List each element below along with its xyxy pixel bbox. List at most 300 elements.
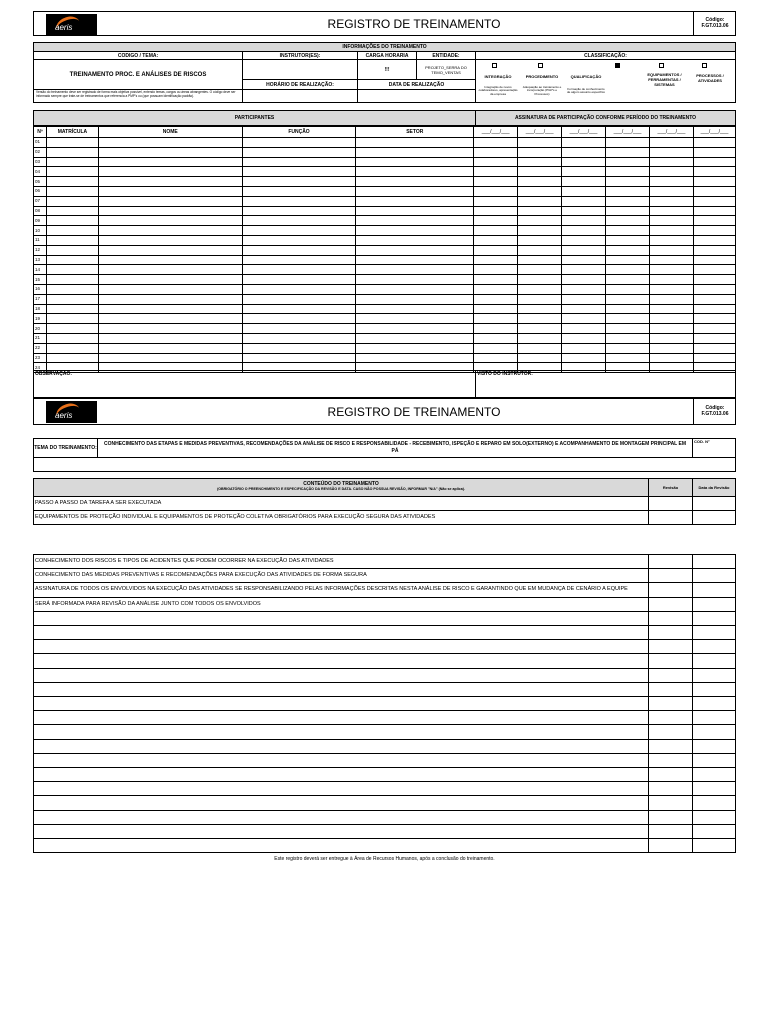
- table-cell[interactable]: [474, 294, 518, 304]
- table-cell[interactable]: [693, 216, 735, 226]
- table-cell[interactable]: [242, 265, 356, 275]
- table-cell[interactable]: [649, 304, 693, 314]
- table-cell[interactable]: [518, 196, 562, 206]
- table-cell[interactable]: [46, 147, 98, 157]
- table-cell[interactable]: [518, 206, 562, 216]
- table-cell[interactable]: [98, 304, 242, 314]
- table-cell[interactable]: [606, 324, 650, 334]
- table-cell[interactable]: [562, 294, 606, 304]
- class-checkbox-3[interactable]: [659, 63, 664, 68]
- table-cell[interactable]: [562, 324, 606, 334]
- table-cell[interactable]: [474, 304, 518, 314]
- revision-date-cell[interactable]: [692, 569, 693, 582]
- class-checkbox-4[interactable]: [702, 63, 707, 68]
- table-cell[interactable]: [98, 333, 242, 343]
- revision-cell[interactable]: [648, 683, 649, 696]
- table-cell[interactable]: [98, 324, 242, 334]
- table-cell[interactable]: [606, 235, 650, 245]
- table-cell[interactable]: [518, 294, 562, 304]
- table-cell[interactable]: [474, 333, 518, 343]
- table-cell[interactable]: [474, 157, 518, 167]
- table-cell[interactable]: [98, 343, 242, 353]
- table-cell[interactable]: [474, 167, 518, 177]
- table-cell[interactable]: [242, 304, 356, 314]
- table-cell[interactable]: [242, 147, 356, 157]
- table-cell[interactable]: [518, 186, 562, 196]
- revision-cell[interactable]: [648, 598, 649, 611]
- table-cell[interactable]: [518, 314, 562, 324]
- table-cell[interactable]: [46, 265, 98, 275]
- table-cell[interactable]: [46, 186, 98, 196]
- table-cell[interactable]: [518, 235, 562, 245]
- table-cell[interactable]: [693, 138, 735, 148]
- table-cell[interactable]: [46, 275, 98, 285]
- table-cell[interactable]: [518, 226, 562, 236]
- revision-date-cell[interactable]: [692, 511, 693, 524]
- table-cell[interactable]: [606, 353, 650, 363]
- table-cell[interactable]: [693, 265, 735, 275]
- table-cell[interactable]: [518, 255, 562, 265]
- table-cell[interactable]: [46, 138, 98, 148]
- table-cell[interactable]: [693, 206, 735, 216]
- table-cell[interactable]: [242, 294, 356, 304]
- revision-cell[interactable]: [648, 626, 649, 639]
- table-cell[interactable]: [562, 284, 606, 294]
- sign-date-3[interactable]: ___/___/___: [562, 127, 606, 138]
- list-item[interactable]: [33, 626, 736, 640]
- table-cell[interactable]: [242, 138, 356, 148]
- table-cell[interactable]: [474, 314, 518, 324]
- list-item[interactable]: [33, 669, 736, 683]
- revision-date-cell[interactable]: [692, 697, 693, 710]
- revision-cell[interactable]: [648, 711, 649, 724]
- table-cell[interactable]: [562, 255, 606, 265]
- table-cell[interactable]: [606, 177, 650, 187]
- table-cell[interactable]: [356, 157, 474, 167]
- table-cell[interactable]: [649, 157, 693, 167]
- table-cell[interactable]: [98, 196, 242, 206]
- table-cell[interactable]: [649, 343, 693, 353]
- list-item[interactable]: [33, 839, 736, 853]
- sign-date-6[interactable]: ___/___/___: [693, 127, 735, 138]
- table-cell[interactable]: [649, 353, 693, 363]
- revision-cell[interactable]: [648, 754, 649, 767]
- table-cell[interactable]: [562, 157, 606, 167]
- table-cell[interactable]: [356, 324, 474, 334]
- list-item[interactable]: [33, 598, 736, 612]
- table-cell[interactable]: [46, 324, 98, 334]
- sign-date-1[interactable]: ___/___/___: [474, 127, 518, 138]
- table-cell[interactable]: [242, 177, 356, 187]
- revision-cell[interactable]: [648, 569, 649, 582]
- table-cell[interactable]: [649, 186, 693, 196]
- table-cell[interactable]: [649, 235, 693, 245]
- table-cell[interactable]: [474, 186, 518, 196]
- table-cell[interactable]: [46, 333, 98, 343]
- table-cell[interactable]: [242, 167, 356, 177]
- revision-date-cell[interactable]: [692, 725, 693, 738]
- theme-text[interactable]: CONHECIMENTO DAS ETAPAS E MEDIDAS PREVENTIVAS, RECOMENDAÇÕES DA ANÁLISE DE RISCO E RESPONSABILIDADE - RECEBIMENTO, ISPEÇÃO E REPARO EM SOLO(EXTERNO) E ACOMPANHAMENTO DE MONTAGEM PRINCIPAL EM PÁ: [98, 439, 692, 458]
- revision-cell[interactable]: [648, 497, 649, 510]
- table-cell[interactable]: [356, 216, 474, 226]
- table-cell[interactable]: [474, 138, 518, 148]
- table-cell[interactable]: [606, 206, 650, 216]
- table-cell[interactable]: [242, 206, 356, 216]
- table-cell[interactable]: [356, 275, 474, 285]
- table-cell[interactable]: [562, 167, 606, 177]
- table-cell[interactable]: [474, 147, 518, 157]
- table-cell[interactable]: [98, 226, 242, 236]
- table-cell[interactable]: [356, 255, 474, 265]
- table-cell[interactable]: [649, 255, 693, 265]
- table-cell[interactable]: [242, 186, 356, 196]
- table-cell[interactable]: [649, 275, 693, 285]
- table-cell[interactable]: [649, 294, 693, 304]
- table-cell[interactable]: [98, 284, 242, 294]
- table-cell[interactable]: [46, 177, 98, 187]
- table-cell[interactable]: [242, 245, 356, 255]
- table-cell[interactable]: [518, 265, 562, 275]
- revision-date-cell[interactable]: [692, 768, 693, 781]
- revision-date-cell[interactable]: [692, 583, 693, 596]
- table-cell[interactable]: [562, 343, 606, 353]
- revision-date-cell[interactable]: [692, 825, 693, 838]
- table-cell[interactable]: [693, 314, 735, 324]
- table-cell[interactable]: [606, 284, 650, 294]
- table-cell[interactable]: [693, 275, 735, 285]
- table-cell[interactable]: [606, 196, 650, 206]
- list-item[interactable]: [33, 612, 736, 626]
- table-cell[interactable]: [649, 177, 693, 187]
- table-cell[interactable]: [518, 167, 562, 177]
- table-cell[interactable]: [693, 245, 735, 255]
- table-cell[interactable]: [606, 186, 650, 196]
- table-cell[interactable]: [474, 353, 518, 363]
- table-cell[interactable]: [693, 226, 735, 236]
- table-cell[interactable]: [562, 226, 606, 236]
- class-option-3[interactable]: [641, 60, 688, 102]
- table-cell[interactable]: [606, 226, 650, 236]
- revision-date-cell[interactable]: [692, 626, 693, 639]
- table-cell[interactable]: [562, 333, 606, 343]
- revision-cell[interactable]: [648, 725, 649, 738]
- class-option-2[interactable]: [564, 60, 608, 102]
- table-cell[interactable]: [356, 138, 474, 148]
- table-cell[interactable]: [46, 226, 98, 236]
- table-cell[interactable]: [518, 343, 562, 353]
- table-cell[interactable]: [98, 255, 242, 265]
- table-cell[interactable]: [649, 206, 693, 216]
- table-cell[interactable]: [356, 177, 474, 187]
- table-cell[interactable]: [518, 245, 562, 255]
- table-cell[interactable]: [693, 294, 735, 304]
- list-item[interactable]: [33, 825, 736, 839]
- table-cell[interactable]: [606, 147, 650, 157]
- revision-date-cell[interactable]: [692, 654, 693, 667]
- table-cell[interactable]: [693, 147, 735, 157]
- table-cell[interactable]: [98, 206, 242, 216]
- table-cell[interactable]: [242, 216, 356, 226]
- table-cell[interactable]: [693, 177, 735, 187]
- table-cell[interactable]: [98, 138, 242, 148]
- table-cell[interactable]: [474, 275, 518, 285]
- revision-date-cell[interactable]: [692, 683, 693, 696]
- table-cell[interactable]: [562, 177, 606, 187]
- list-item[interactable]: [33, 511, 736, 525]
- table-cell[interactable]: [693, 157, 735, 167]
- table-cell[interactable]: [242, 333, 356, 343]
- table-cell[interactable]: [518, 333, 562, 343]
- table-cell[interactable]: [474, 206, 518, 216]
- list-item[interactable]: [33, 740, 736, 754]
- table-cell[interactable]: [562, 216, 606, 226]
- table-cell[interactable]: [649, 147, 693, 157]
- table-cell[interactable]: [693, 196, 735, 206]
- list-item[interactable]: [33, 555, 736, 569]
- table-cell[interactable]: [98, 167, 242, 177]
- class-option-0[interactable]: [476, 60, 520, 102]
- table-cell[interactable]: [518, 216, 562, 226]
- table-cell[interactable]: [242, 353, 356, 363]
- revision-date-cell[interactable]: [692, 598, 693, 611]
- table-cell[interactable]: [356, 226, 474, 236]
- table-cell[interactable]: [606, 275, 650, 285]
- table-cell[interactable]: [356, 353, 474, 363]
- table-cell[interactable]: [649, 167, 693, 177]
- table-cell[interactable]: [356, 196, 474, 206]
- table-cell[interactable]: [562, 138, 606, 148]
- list-item[interactable]: [33, 697, 736, 711]
- table-cell[interactable]: [606, 304, 650, 314]
- table-cell[interactable]: [98, 353, 242, 363]
- table-cell[interactable]: [693, 255, 735, 265]
- revision-date-cell[interactable]: [692, 839, 693, 852]
- hours-value[interactable]: !!!: [357, 60, 416, 80]
- revision-date-cell[interactable]: [692, 782, 693, 795]
- revision-cell[interactable]: [648, 811, 649, 824]
- table-cell[interactable]: [562, 275, 606, 285]
- table-cell[interactable]: [46, 255, 98, 265]
- table-cell[interactable]: [474, 255, 518, 265]
- table-cell[interactable]: [356, 304, 474, 314]
- table-cell[interactable]: [242, 343, 356, 353]
- table-cell[interactable]: [46, 167, 98, 177]
- revision-cell[interactable]: [648, 768, 649, 781]
- table-cell[interactable]: [46, 314, 98, 324]
- revision-cell[interactable]: [648, 511, 649, 524]
- table-cell[interactable]: [649, 333, 693, 343]
- table-cell[interactable]: [649, 226, 693, 236]
- table-cell[interactable]: [606, 167, 650, 177]
- table-cell[interactable]: [649, 265, 693, 275]
- table-cell[interactable]: [562, 353, 606, 363]
- table-cell[interactable]: [562, 186, 606, 196]
- table-cell[interactable]: [606, 216, 650, 226]
- table-cell[interactable]: [98, 275, 242, 285]
- table-cell[interactable]: [356, 314, 474, 324]
- table-cell[interactable]: [242, 255, 356, 265]
- table-cell[interactable]: [356, 284, 474, 294]
- class-option-1[interactable]: [520, 60, 564, 102]
- table-cell[interactable]: [562, 196, 606, 206]
- table-cell[interactable]: [693, 324, 735, 334]
- revision-date-cell[interactable]: [692, 796, 693, 809]
- table-cell[interactable]: [356, 343, 474, 353]
- table-cell[interactable]: [356, 186, 474, 196]
- revision-cell[interactable]: [648, 825, 649, 838]
- table-cell[interactable]: [474, 216, 518, 226]
- table-cell[interactable]: [98, 235, 242, 245]
- schedule-value[interactable]: [242, 90, 357, 102]
- revision-date-cell[interactable]: [692, 740, 693, 753]
- table-cell[interactable]: [356, 265, 474, 275]
- table-cell[interactable]: [474, 245, 518, 255]
- revision-cell[interactable]: [648, 669, 649, 682]
- table-cell[interactable]: [606, 294, 650, 304]
- table-cell[interactable]: [693, 333, 735, 343]
- table-cell[interactable]: [46, 206, 98, 216]
- revision-date-cell[interactable]: [692, 497, 693, 510]
- list-item[interactable]: [33, 754, 736, 768]
- list-item[interactable]: [33, 811, 736, 825]
- table-cell[interactable]: [474, 226, 518, 236]
- table-cell[interactable]: [518, 275, 562, 285]
- table-cell[interactable]: [242, 226, 356, 236]
- revision-cell[interactable]: [648, 839, 649, 852]
- list-item[interactable]: [33, 725, 736, 739]
- list-item[interactable]: [33, 569, 736, 583]
- revision-date-cell[interactable]: [692, 711, 693, 724]
- table-cell[interactable]: [356, 294, 474, 304]
- table-cell[interactable]: [606, 157, 650, 167]
- table-cell[interactable]: [98, 216, 242, 226]
- table-cell[interactable]: [518, 177, 562, 187]
- class-checkbox-1[interactable]: [538, 63, 543, 68]
- table-cell[interactable]: [562, 245, 606, 255]
- table-cell[interactable]: [356, 245, 474, 255]
- class-checkbox-0[interactable]: [492, 63, 497, 68]
- table-cell[interactable]: [518, 147, 562, 157]
- table-cell[interactable]: [562, 314, 606, 324]
- table-cell[interactable]: [518, 284, 562, 294]
- revision-date-cell[interactable]: [692, 754, 693, 767]
- table-cell[interactable]: [693, 343, 735, 353]
- revision-cell[interactable]: [648, 583, 649, 596]
- table-cell[interactable]: [98, 186, 242, 196]
- list-item[interactable]: [33, 711, 736, 725]
- table-cell[interactable]: [46, 196, 98, 206]
- table-cell[interactable]: [242, 275, 356, 285]
- revision-date-cell[interactable]: [692, 669, 693, 682]
- revision-cell[interactable]: [648, 740, 649, 753]
- list-item[interactable]: [33, 796, 736, 810]
- table-cell[interactable]: [46, 304, 98, 314]
- table-cell[interactable]: [46, 216, 98, 226]
- revision-cell[interactable]: [648, 782, 649, 795]
- table-cell[interactable]: [518, 353, 562, 363]
- table-cell[interactable]: [606, 314, 650, 324]
- table-cell[interactable]: [98, 147, 242, 157]
- table-cell[interactable]: [46, 284, 98, 294]
- table-cell[interactable]: [649, 196, 693, 206]
- table-cell[interactable]: [98, 314, 242, 324]
- table-cell[interactable]: [562, 147, 606, 157]
- table-cell[interactable]: [356, 167, 474, 177]
- table-cell[interactable]: [649, 324, 693, 334]
- list-item[interactable]: [33, 768, 736, 782]
- table-cell[interactable]: [693, 284, 735, 294]
- class-option-4[interactable]: [686, 60, 734, 102]
- table-cell[interactable]: [356, 147, 474, 157]
- table-cell[interactable]: [98, 245, 242, 255]
- table-cell[interactable]: [474, 265, 518, 275]
- table-cell[interactable]: [474, 177, 518, 187]
- table-cell[interactable]: [649, 284, 693, 294]
- list-item[interactable]: [33, 683, 736, 697]
- table-cell[interactable]: [649, 245, 693, 255]
- table-cell[interactable]: [693, 167, 735, 177]
- table-cell[interactable]: [46, 245, 98, 255]
- table-cell[interactable]: [242, 314, 356, 324]
- table-cell[interactable]: [562, 206, 606, 216]
- revision-date-cell[interactable]: [692, 640, 693, 653]
- table-cell[interactable]: [474, 235, 518, 245]
- table-cell[interactable]: [693, 186, 735, 196]
- sign-date-5[interactable]: ___/___/___: [649, 127, 693, 138]
- table-cell[interactable]: [474, 343, 518, 353]
- table-cell[interactable]: [649, 314, 693, 324]
- table-cell[interactable]: [474, 324, 518, 334]
- table-cell[interactable]: [242, 235, 356, 245]
- date-value[interactable]: [357, 90, 475, 102]
- table-cell[interactable]: [242, 157, 356, 167]
- table-cell[interactable]: [518, 304, 562, 314]
- table-cell[interactable]: [562, 265, 606, 275]
- revision-cell[interactable]: [648, 555, 649, 568]
- table-cell[interactable]: [606, 245, 650, 255]
- revision-cell[interactable]: [648, 612, 649, 625]
- sign-date-2[interactable]: ___/___/___: [518, 127, 562, 138]
- entity-value[interactable]: PROJETO_SERRA DO TEMO_VENTAS: [416, 60, 475, 80]
- list-item[interactable]: [33, 782, 736, 796]
- table-cell[interactable]: [46, 353, 98, 363]
- table-cell[interactable]: [98, 157, 242, 167]
- table-cell[interactable]: [693, 353, 735, 363]
- table-cell[interactable]: [606, 138, 650, 148]
- revision-date-cell[interactable]: [692, 555, 693, 568]
- table-cell[interactable]: [46, 157, 98, 167]
- table-cell[interactable]: [356, 206, 474, 216]
- table-cell[interactable]: [562, 304, 606, 314]
- table-cell[interactable]: [356, 333, 474, 343]
- table-cell[interactable]: [518, 138, 562, 148]
- table-cell[interactable]: [98, 294, 242, 304]
- revision-cell[interactable]: [648, 654, 649, 667]
- sign-date-4[interactable]: ___/___/___: [606, 127, 650, 138]
- table-cell[interactable]: [606, 255, 650, 265]
- table-cell[interactable]: [242, 284, 356, 294]
- list-item[interactable]: [33, 654, 736, 668]
- table-cell[interactable]: [562, 235, 606, 245]
- table-cell[interactable]: [46, 294, 98, 304]
- table-cell[interactable]: [606, 265, 650, 275]
- revision-date-cell[interactable]: [692, 612, 693, 625]
- list-item[interactable]: [33, 583, 736, 597]
- revision-date-cell[interactable]: [692, 811, 693, 824]
- list-item[interactable]: [33, 640, 736, 654]
- table-cell[interactable]: [518, 324, 562, 334]
- table-cell[interactable]: [518, 157, 562, 167]
